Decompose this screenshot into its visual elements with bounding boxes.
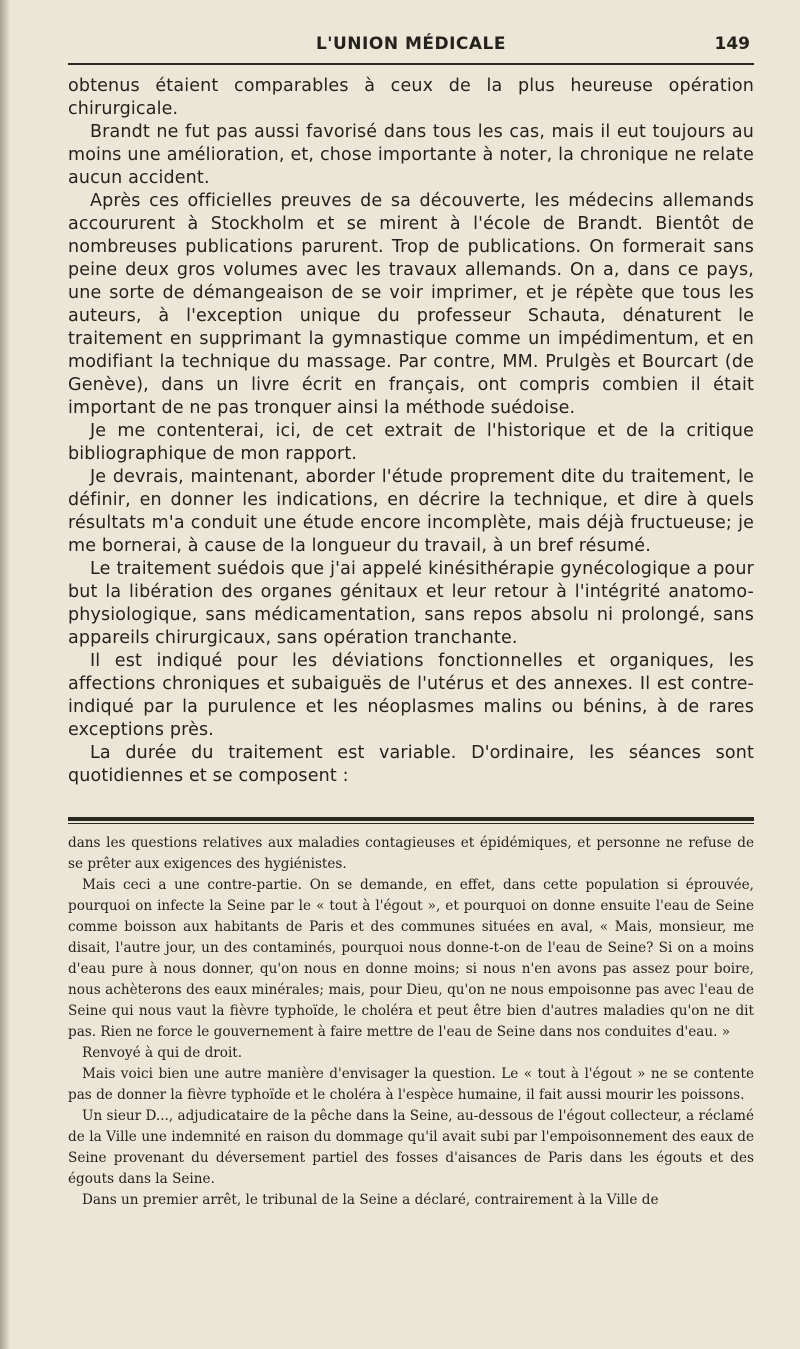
footnote-paragraph: Renvoyé à qui de droit.	[82, 1045, 243, 1061]
footnote-paragraph: Dans un premier arrêt, le tribunal de la Seine a déclaré, contrairement à la Ville de	[82, 1192, 659, 1208]
main-text	[68, 75, 754, 788]
body-paragraph: Le traitement suédois que j'ai appelé kinésithérapie gynécologique a pour but la libération des organes génitaux et leur retour à l'intégrité anatomo-physiologique, sans médicamentation, sans repos absolu ni prolongé, sans appareils chirurgicaux, sans opération tranchante.	[68, 559, 754, 648]
body-paragraph: Je devrais, maintenant, aborder l'étude proprement dite du traitement, le définir, en donner les indications, en décrire la technique, et dire à quels résultats m'a conduit une étude encore incomplète, mais déjà fructueuse; je me bornerai, à cause de la longueur du travail, à un bref résumé.	[68, 467, 754, 556]
footnote-section	[68, 833, 754, 1211]
body-paragraph: Il est indiqué pour les déviations fonctionnelles et organiques, les affections chroniques et subaiguës de l'utérus et des annexes. Il est contre-indiqué par la purulence et les néoplasmes malins ou bénins, à de rares exceptions près.	[68, 651, 754, 740]
footnote-paragraph: Mais voici bien une autre manière d'envisager la question. Le « tout à l'égout » ne se contente pas de donner la fièvre typhoïde et le choléra à l'espèce humaine, il fait aussi mourir les poissons.	[68, 1066, 754, 1103]
body-paragraph: Brandt ne fut pas aussi favorisé dans tous les cas, mais il eut toujours au moins une amélioration, et, chose importante à noter, la chronique ne relate aucun accident.	[68, 122, 754, 188]
footnote-rule-thin	[68, 823, 754, 824]
journal-title: L'UNION MÉDICALE	[315, 34, 507, 54]
running-header	[68, 30, 754, 62]
footnote-rule	[68, 817, 754, 821]
body-paragraph: Je me contenterai, ici, de cet extrait de l'historique et de la critique bibliographique de mon rapport.	[68, 421, 754, 464]
binding-edge	[0, 0, 10, 1349]
body-paragraph: obtenus étaient comparables à ceux de la plus heureuse opération chirurgicale.	[68, 76, 754, 119]
page-number: 149	[714, 34, 750, 54]
header-rule	[68, 63, 754, 65]
footnote-paragraph: Mais ceci a une contre-partie. On se demande, en effet, dans cette population si éprouvée, pourquoi on infecte la Seine par le « tout à l'égout », et pourquoi on donne ensuite l'eau de Seine comme boisson aux habitants de Paris et des communes situées en aval, « Mais, monsieur, me disait, l'autre jour, un des contaminés, pourquoi nous donne-t-on de l'eau de Seine? Si on a moins d'eau pure à nous donner, qu'on nous en donne moins; si nous n'en avons pas assez pour boire, nous achèterons des eaux minérales; mais, pour Dieu, qu'on ne nous empoisonne pas avec l'eau de Seine qui nous vaut la fièvre typhoïde, le choléra et peut être bien d'autres maladies qu'on ne dit pas. Rien ne force le gouvernement à faire mettre de l'eau de Seine dans nos conduites d'eau. »	[68, 877, 754, 1040]
body-paragraph: Après ces officielles preuves de sa découverte, les médecins allemands accoururent à Stockholm et se mirent à l'école de Brandt. Bientôt de nombreuses publications parurent. Trop de publications. On formerait sans peine deux gros volumes avec les travaux allemands. On a, dans ce pays, une sorte de démangeaison de se voir imprimer, et je répète que tous les auteurs, à l'exception unique du professeur Schauta, dénaturent le traitement en supprimant la gymnastique comme un impédimentum, et en modifiant la technique du massage. Par contre, MM. Prulgès et Bourcart (de Genève), dans un livre écrit en français, ont compris combien il était important de ne pas tronquer ainsi la méthode suédoise.	[68, 191, 754, 418]
footnote-paragraph: dans les questions relatives aux maladies contagieuses et épidémiques, et personne ne refuse de se prêter aux exigences des hygiénistes.	[68, 835, 754, 872]
footnote-paragraph: Un sieur D..., adjudicataire de la pêche dans la Seine, au-dessous de l'égout collecteur, a réclamé de la Ville une indemnité en raison du dommage qu'il avait subi par l'empoisonnement des eaux de Seine provenant du déversement partiel des fosses d'aisances de Paris dans les égouts et des égouts dans la Seine.	[68, 1108, 754, 1187]
body-paragraph: La durée du traitement est variable. D'ordinaire, les séances sont quotidiennes et se composent :	[68, 743, 754, 786]
